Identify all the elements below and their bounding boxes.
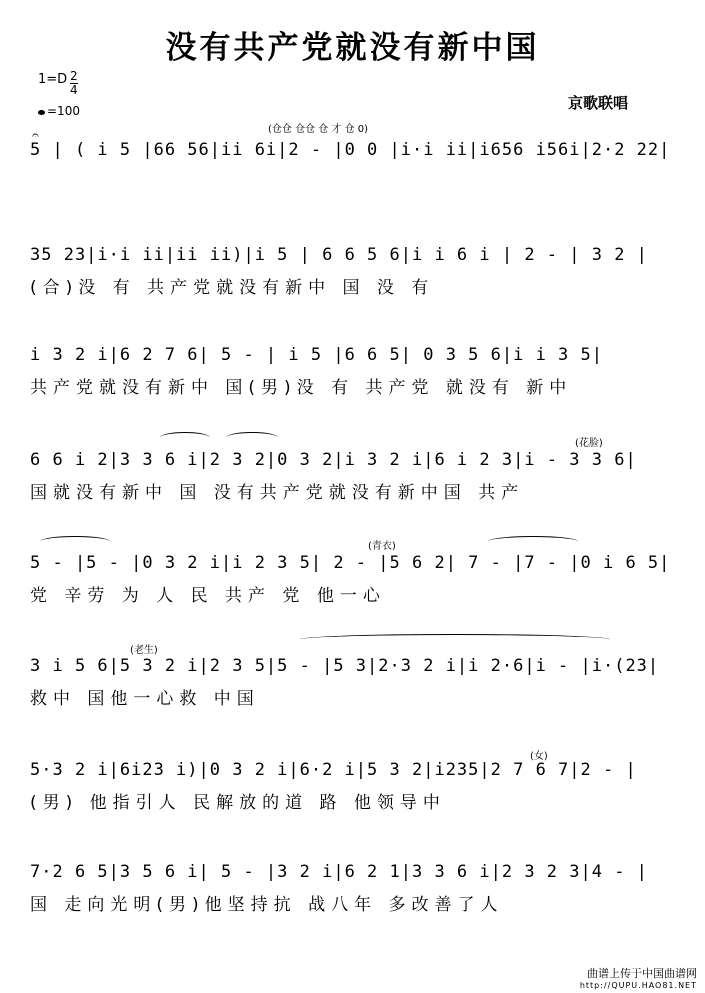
lyric-row: 国就没有新中 国 没有共产党就没有新中国 共产 xyxy=(30,483,525,503)
page-title: 没有共产党就没有新中国 xyxy=(165,30,540,66)
watermark xyxy=(580,968,697,992)
phrase-slur xyxy=(488,536,578,547)
watermark-url: http://QUPU.HAO81.NET xyxy=(579,981,697,990)
lyric-row: (男) 他指引人 民解放的道 路 他领导中 xyxy=(30,793,446,813)
notation-row: 7·2 6 5|3 5 6 i| 5 - |3 2 i|6 2 1|3 3 6 i|2 3 2 3|4 - | xyxy=(30,862,648,882)
lyric-row: 国 走向光明(男)他坚持抗 战八年 多改善了人 xyxy=(30,895,504,915)
notation-row: 5 - |5 - |0 3 2 i|i 2 3 5| 2 - |5 6 2| 7 - |7 - |0 i 6 5| xyxy=(30,553,671,573)
performer-label: 京歌联唱 xyxy=(568,94,629,112)
notation-row: 3 i 5 6|5 3 2 i|2 3 5|5 - |5 3|2·3 2 i|i 2·6|i - |i·(23| xyxy=(30,656,660,676)
role-laosheng: (老生) xyxy=(130,645,158,656)
time-signature xyxy=(70,70,78,97)
notation-row: i 3 2 i|6 2 7 6| 5 - | i 5 |6 6 5| 0 3 5 6|i i 3 5| xyxy=(30,345,603,365)
lyric-row: 党 辛劳 为 人 民 共产 党 他一心 xyxy=(30,586,386,606)
meter-denominator: 4 xyxy=(70,83,78,97)
watermark-text: 曲谱上传于中国曲谱网 xyxy=(587,967,697,980)
role-nv: (女) xyxy=(530,751,548,762)
tempo-value: =100 xyxy=(47,104,80,118)
notation-row: 6 6 i 2|3 3 6 i|2 3 2|0 3 2|i 3 2 i|6 i 2 3|i - 3 3 6| xyxy=(30,450,637,470)
notation-row: 5·3 2 i|6i23 i)|0 3 2 i|6·2 i|5 3 2|i235|2 7 6 7|2 - | xyxy=(30,760,637,780)
phrase-slur xyxy=(40,536,110,547)
notation-row: 5 | ( i 5 |66 56|ii 6i|2 - |0 0 |i·i ii|i656 i56i|2·2 22| xyxy=(30,140,671,160)
lyric-row: 救中 国他一心救 中国 xyxy=(30,689,260,709)
phrase-slur xyxy=(226,432,278,443)
percussion-note: (仓仓 仓仓 仓 才 仓 0) xyxy=(268,124,369,135)
quarter-note-icon xyxy=(38,110,45,115)
phrase-slur xyxy=(300,634,610,645)
lyric-row: 共产党就没有新中 国(男)没 有 共产党 就没有 新中 xyxy=(30,378,573,398)
key-signature: 1=D xyxy=(38,72,68,87)
notation-row: 35 23|i·i ii|ii ii)|i 5 | 6 6 5 6|i i 6 i | 2 - | 3 2 | xyxy=(30,245,648,265)
role-hualian: (花脸) xyxy=(575,438,603,449)
phrase-slur xyxy=(160,432,210,443)
role-qingyi: (青衣) xyxy=(368,541,396,552)
tempo-mark xyxy=(38,104,80,118)
fermata-icon: 𝄐 xyxy=(32,128,39,142)
lyric-row: (合)没 有 共产党就没有新中 国 没 有 xyxy=(30,278,435,298)
meter-numerator: 2 xyxy=(70,69,78,83)
